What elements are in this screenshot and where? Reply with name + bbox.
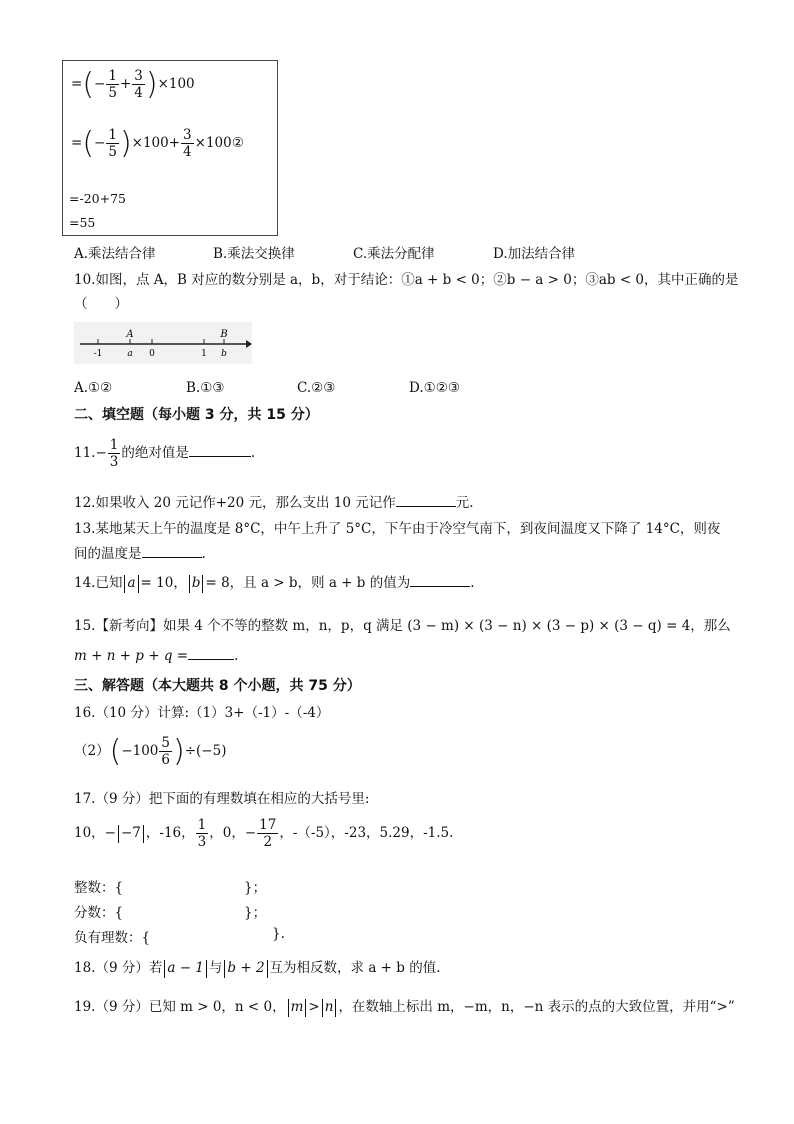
q10-option-b: B.①③ [186, 380, 225, 396]
fraction-5-6: $\frac{5}{6}$ [161, 735, 170, 768]
q10-option-c: C.②③ [297, 380, 336, 396]
answer-blank[interactable] [189, 456, 251, 457]
section-2-heading: 二、填空题（每小题 3 分，共 15 分） [74, 407, 319, 423]
q10-paren: （ ） [74, 296, 128, 312]
section-3-heading: 三、解答题（本大题共 8 个小题，共 75 分） [74, 678, 361, 694]
q9-option-b: B.乘法交换律 [213, 246, 295, 262]
answer-blank[interactable] [142, 557, 202, 558]
calc-line-3: =-20+75 [69, 191, 126, 206]
fraction-end: }； [244, 905, 267, 921]
q18: 18.（9 分）若 a − 1 与 b + 2 互为相反数，求 a + b 的值. [74, 960, 441, 976]
integer-label: 整数：{ [74, 880, 124, 896]
q17-intro: 17.（9 分）把下面的有理数填在相应的大括号里: [74, 791, 370, 807]
fraction-label: 分数：{ [74, 905, 124, 921]
q10-stem: 10.如图，点 A，B 对应的数分别是 a，b，对于结论：①a + b < 0；②b − a > 0；③ab < 0，其中正确的是 [74, 272, 739, 288]
minus-sign: − [94, 76, 106, 92]
q9-option-d: D.加法结合律 [493, 246, 576, 262]
calc-line-1 [71, 67, 195, 102]
q10-option-a: A.①② [74, 380, 113, 396]
right-paren: ) [145, 67, 158, 102]
answer-blank[interactable] [396, 506, 456, 507]
q12: 12.如果收入 20 元记作+20 元，那么支出 10 元记作 元. [74, 495, 474, 511]
q13-line-1: 13.某地某天上午的温度是 8°C，中午上升了 5°C，下午由于冷空气南下，到夜间温度又下降了 14°C，则夜 [74, 521, 721, 537]
left-paren: ( [82, 67, 95, 102]
label-one: 1 [201, 349, 207, 359]
fraction-17-2: $\frac{17}{2}$ [259, 817, 277, 850]
fraction-1-5: $\frac{1}{5}$ [108, 68, 117, 101]
fraction-1-3: $\frac{1}{3}$ [109, 437, 119, 470]
calc-line-2: =(− $\frac{1}{5}$ )×100+ $\frac{3}{4}$ ×100② [71, 126, 244, 161]
q10-option-d: D.①②③ [409, 380, 460, 396]
label-a: a [127, 349, 133, 359]
answer-blank[interactable] [410, 586, 470, 587]
q16-part-2: （2）(−100 $\frac{5}{6}$ )÷(−5) [74, 734, 227, 769]
integer-end: }； [244, 880, 267, 896]
q9-option-a: A.乘法结合律 [74, 246, 156, 262]
q13-line-2: 间的温度是 . [74, 546, 206, 562]
q15-line-1: 15.【新考向】如果 4 个不等的整数 m，n，p，q 满足 (3 − m) × (3 − n) × (3 − p) × (3 − q) = 4，那么 [74, 618, 731, 634]
q16-line-1: 16.（10 分）计算:（1）3+（-1）-（-4） [74, 705, 330, 721]
q11: 11.− $\frac{1}{3}$ 的绝对值是 . [74, 437, 256, 470]
fraction-3-4: $\frac{3}{4}$ [134, 68, 143, 101]
negative-end: }. [272, 926, 285, 942]
fraction-3-4: $\frac{3}{4}$ [183, 127, 192, 160]
fraction-1-5: $\frac{1}{5}$ [108, 127, 117, 160]
fraction-1-3: $\frac{1}{3}$ [197, 817, 207, 850]
q9-option-c: C.乘法分配律 [353, 246, 435, 262]
q17-numbers: 10，− −7 ，-16， $\frac{1}{3}$ ，0，− $\frac{17}{2}$ ，-（-5），-23，5.29，-1.5. [74, 817, 454, 850]
label-B: B [220, 329, 228, 340]
q14: 14.已知 a = 10， b = 8，且 a > b，则 a + b 的值为 . [74, 575, 475, 591]
negative-label: 负有理数：{ [74, 930, 151, 946]
times-100: ×100 [157, 76, 195, 92]
equals-sign: = [71, 76, 83, 92]
plus-sign: + [119, 76, 132, 92]
number-line-figure [74, 322, 252, 364]
calc-line-4: =55 [69, 215, 96, 230]
calculation-box [62, 60, 278, 236]
q15-line-2: m + n + p + q = . [74, 648, 239, 664]
label-A: A [126, 329, 134, 340]
answer-blank[interactable] [188, 659, 234, 660]
label-b: b [221, 349, 227, 359]
label-zero: 0 [149, 349, 155, 359]
q19: 19.（9 分）已知 m > 0，n < 0， m > n ，在数轴上标出 m，−m，n，−n 表示的点的大致位置，并用“>” [74, 999, 735, 1015]
label-neg1: -1 [93, 349, 103, 359]
